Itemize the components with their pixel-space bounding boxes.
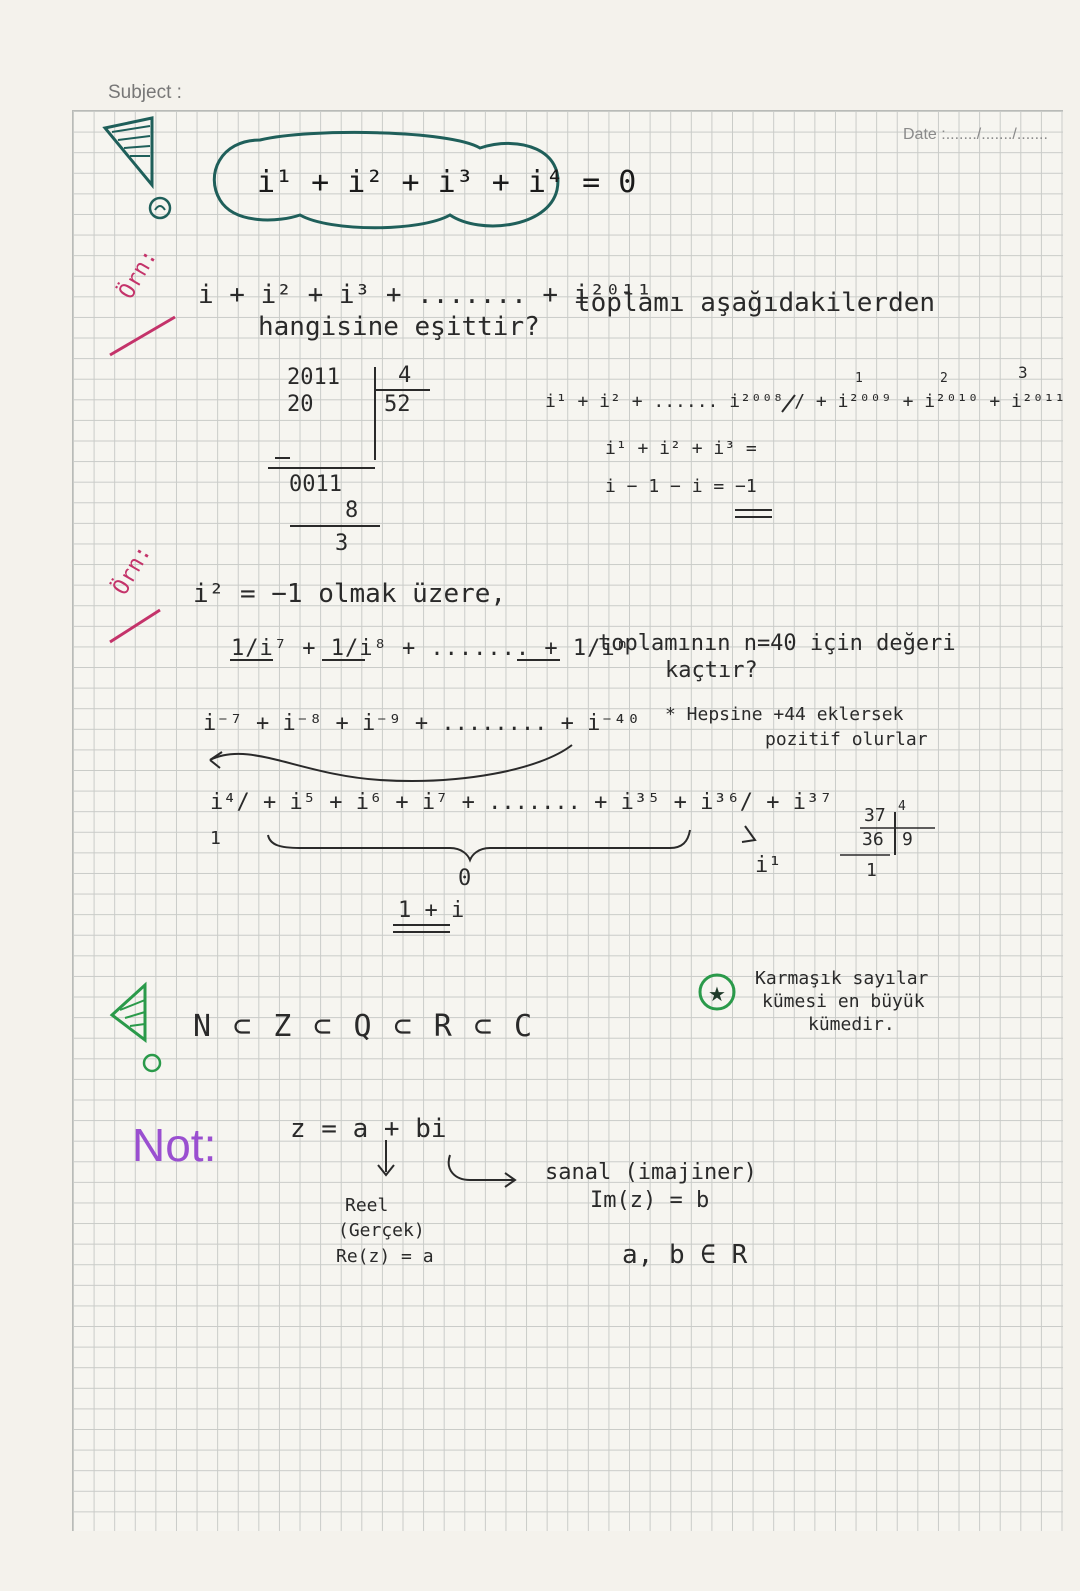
orn-underline-2 xyxy=(110,610,160,642)
mark-one: 1 xyxy=(210,828,221,849)
sum-mark-2: 2 xyxy=(940,371,948,386)
complex-note-2: kümesi en büyük xyxy=(762,991,925,1012)
partial-result: i − 1 − i = −1 xyxy=(605,476,757,497)
real-part: Re(z) = a xyxy=(336,1246,434,1267)
example1-sum-grouping: i¹ + i² + ...... i²⁰⁰⁸ / + i²⁰⁰⁹ + i²⁰¹⁰ + i²⁰¹¹ xyxy=(545,391,1066,412)
division-quotient: 52 xyxy=(384,392,411,417)
star-badge-icon xyxy=(700,975,734,1009)
date-label: Date :......./......./....... xyxy=(903,126,1048,143)
number-sets-chain: N ⊂ Z ⊂ Q ⊂ R ⊂ C xyxy=(193,1009,535,1044)
example2-answer: 1 + i xyxy=(398,898,465,923)
sum-mark-1: 1 xyxy=(855,371,863,386)
note-add: * Hepsine +44 eklersek xyxy=(665,704,904,725)
complex-note-3: kümedir. xyxy=(808,1014,895,1035)
division-remainder: 3 xyxy=(335,531,349,556)
div2-remainder: 1 xyxy=(866,860,877,881)
partial-sum: i¹ + i² + i³ = xyxy=(605,438,757,459)
example2-premise: i² = −1 olmak üzere, xyxy=(193,579,507,609)
real-label-tr: (Gerçek) xyxy=(338,1220,425,1241)
div2-quotient: 9 xyxy=(902,829,913,850)
brace-zero: 0 xyxy=(458,866,472,891)
negative-powers: i⁻⁷ + i⁻⁸ + i⁻⁹ + ........ + i⁻⁴⁰ xyxy=(203,711,641,736)
real-label: Reel xyxy=(345,1195,389,1216)
division-step1: 20 xyxy=(287,392,314,417)
arrow-result: i¹ xyxy=(755,853,782,878)
example-marker: Örn: xyxy=(114,245,163,304)
division-dividend: 2011 xyxy=(287,365,340,390)
example1-sum: i + i² + i³ + ....... + i²⁰¹¹ xyxy=(198,280,652,310)
example2-series: 1/i⁷ + 1/i⁸ + ....... + 1/iⁿ xyxy=(231,636,630,661)
div2-divisor: 4 xyxy=(898,799,906,814)
imaginary-label: sanal (imajiner) xyxy=(545,1160,757,1185)
complex-note-1: Karmaşık sayılar xyxy=(755,968,929,989)
imaginary-part: Im(z) = b xyxy=(590,1188,710,1213)
triangle-ruler-icon xyxy=(105,118,170,218)
example2-question-end: kaçtır? xyxy=(665,658,758,683)
domain-statement: a, b ∈ R xyxy=(622,1240,748,1270)
complex-formula: z = a + bi xyxy=(290,1114,447,1144)
division-divisor: 4 xyxy=(398,363,412,388)
example2-question: toplamının n=40 için değeri xyxy=(598,631,956,656)
div2-dividend: 37 xyxy=(864,805,886,826)
orn-underline-1 xyxy=(110,317,175,355)
sum-mark-3: 3 xyxy=(1018,363,1028,382)
note-label: Not: xyxy=(132,1119,217,1171)
note-positive: pozitif olurlar xyxy=(765,729,928,750)
division-step2: 0011 xyxy=(289,472,342,497)
subject-label: Subject : xyxy=(108,82,182,103)
green-ruler-icon xyxy=(112,985,160,1071)
division-step3: 8 xyxy=(345,498,359,523)
example1-question: hangisine eşittir? xyxy=(258,312,540,342)
identity-equation: i¹ + i² + i³ + i⁴ = 0 xyxy=(257,165,637,200)
div2-step: 36 xyxy=(862,829,884,850)
svg-text:★: ★ xyxy=(708,982,726,1006)
positive-powers: i⁴/ + i⁵ + i⁶ + i⁷ + ....... + i³⁵ + i³⁶/ + i³⁷ xyxy=(210,790,833,815)
example1-question-part: toplamı aşağıdakilerden xyxy=(575,288,936,318)
example2-marker: Örn: xyxy=(108,541,157,600)
